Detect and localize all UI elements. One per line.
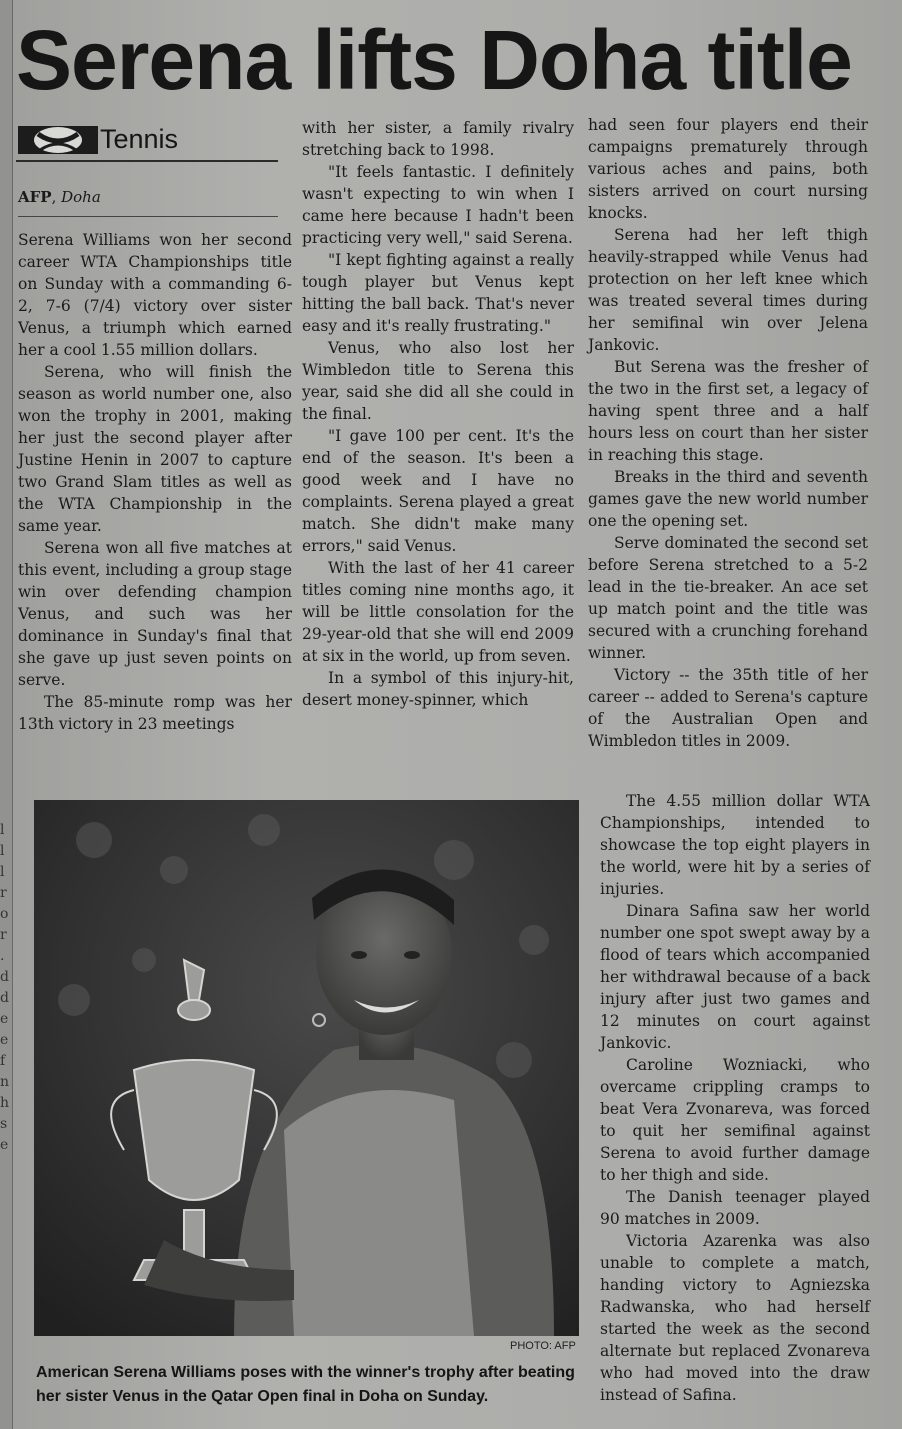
article-paragraph: "I gave 100 per cent. It's the end of the season. It's been a good week and I have no complaints. Serena played a great match. She didn't make many errors," said Venus.	[302, 427, 574, 555]
article-paragraph: "I kept fighting against a really tough player but Venus kept hitting the ball back. That's never easy and it's really frustrating."	[302, 251, 574, 335]
tennis-ball-icon	[18, 124, 98, 156]
article-paragraph: With the last of her 41 career titles coming nine months ago, it will be little consolation for the 29-year-old that she will end 2009 at six in the world, up from seven.	[302, 559, 574, 665]
adjacent-column-letter: h	[0, 1095, 10, 1111]
headline: Serena lifts Doha title	[16, 13, 852, 107]
section-name: Tennis	[100, 124, 179, 154]
section-tag	[16, 120, 278, 162]
article-paragraph: Serena Williams won her second career WTA Championships title on Sunday with a commanding 6-2, 7-6 (7/4) victory over sister Venus, a triumph which earned her a cool 1.55 million dollars.	[18, 231, 292, 359]
adjacent-column-letter: l	[0, 843, 5, 859]
article-photo	[34, 800, 579, 1336]
article-paragraph: In a symbol of this injury-hit, desert money-spinner, which	[302, 669, 574, 709]
adjacent-column-letters	[0, 820, 12, 1156]
article-paragraph: Serve dominated the second set before Serena stretched to a 5-2 lead in the tie-breaker. An ace set up match point and the title was secured with a crunching forehand winner.	[588, 534, 868, 662]
article-paragraph: Serena won all five matches at this event, including a group stage win over defending champion Venus, and such was her dominance in Sunday's final that she gave up just seven points on serve.	[18, 539, 292, 689]
adjacent-column-letter: o	[0, 906, 9, 922]
adjacent-column-letter: r	[0, 927, 7, 943]
article-column-2	[302, 117, 574, 711]
byline-rule	[18, 216, 278, 217]
adjacent-column-letter: l	[0, 864, 5, 880]
byline-agency: AFP	[18, 188, 52, 206]
article-column-1	[18, 229, 292, 735]
article-paragraph: The Danish teenager played 90 matches in 2009.	[600, 1188, 870, 1228]
adjacent-column-letter: e	[0, 1032, 9, 1048]
adjacent-column-letter: d	[0, 990, 9, 1006]
article-paragraph: Dinara Safina saw her world number one spot swept away by a flood of tears which accompanied her withdrawal because of a back injury after just two games and 12 minutes on court against Jankovic.	[600, 902, 870, 1052]
adjacent-column-letter: f	[0, 1053, 6, 1069]
adjacent-column-letter: r	[0, 885, 7, 901]
article-column-3	[588, 114, 868, 752]
byline: AFP, Doha	[18, 188, 101, 206]
article-paragraph: "It feels fantastic. I definitely wasn't expecting to win when I came here because I hadn't been practicing very well," said Serena.	[302, 163, 574, 247]
adjacent-column-letter: e	[0, 1137, 9, 1153]
adjacent-column-letter: .	[0, 948, 5, 964]
photo-credit: PHOTO: AFP	[510, 1340, 576, 1352]
adjacent-column-letter: n	[0, 1074, 10, 1090]
serena-trophy-photo	[34, 800, 579, 1336]
article-paragraph: with her sister, a family rivalry stretching back to 1998.	[302, 119, 574, 159]
photo-caption: American Serena Williams poses with the winner's trophy after beating her sister Venus in the Qatar Open final in Doha on Sunday.	[36, 1364, 575, 1405]
article-paragraph: The 85-minute romp was her 13th victory in 23 meetings	[18, 693, 292, 733]
article-paragraph: had seen four players end their campaigns prematurely through various aches and pains, both sisters arrived on court nursing knocks.	[588, 116, 868, 222]
article-column-3-continued	[600, 790, 870, 1406]
article-paragraph: The 4.55 million dollar WTA Championships, intended to showcase the top eight players in the world, were hit by a series of injuries.	[600, 792, 870, 898]
article-paragraph: Victory -- the 35th title of her career -- added to Serena's capture of the Australian Open and Wimbledon titles in 2009.	[588, 666, 868, 750]
adjacent-column-letter: s	[0, 1116, 8, 1132]
article-paragraph: Venus, who also lost her Wimbledon title to Serena this year, said she did all she could in the final.	[302, 339, 574, 423]
article-paragraph: Breaks in the third and seventh games gave the new world number one the opening set.	[588, 468, 868, 530]
article-paragraph: Serena had her left thigh heavily-strapped while Venus had protection on her left knee which was treated several times during her semifinal win over Jelena Jankovic.	[588, 226, 868, 354]
article-paragraph: But Serena was the fresher of the two in the first set, a legacy of having spent three and a half hours less on court than her sister in reaching this stage.	[588, 358, 868, 464]
byline-place: Doha	[61, 188, 101, 206]
article-paragraph: Serena, who will finish the season as world number one, also won the trophy in 2001, making her just the second player after Justine Henin in 2007 to capture two Grand Slam titles as well as the WTA Championship in the same year.	[18, 363, 292, 535]
article-paragraph: Victoria Azarenka was also unable to complete a match, handing victory to Agniezska Radwanska, who had herself started the week as the second alternate but replaced Zvonareva who had moved into the draw instead of Safina.	[600, 1232, 870, 1404]
adjacent-column-letter: d	[0, 969, 9, 985]
adjacent-column-letter: e	[0, 1011, 9, 1027]
adjacent-column-edge	[0, 0, 13, 1429]
adjacent-column-letter: l	[0, 822, 5, 838]
article-paragraph: Caroline Wozniacki, who overcame crippling cramps to beat Vera Zvonareva, was forced to quit her semifinal against Serena to avoid further damage to her thigh and side.	[600, 1056, 870, 1184]
